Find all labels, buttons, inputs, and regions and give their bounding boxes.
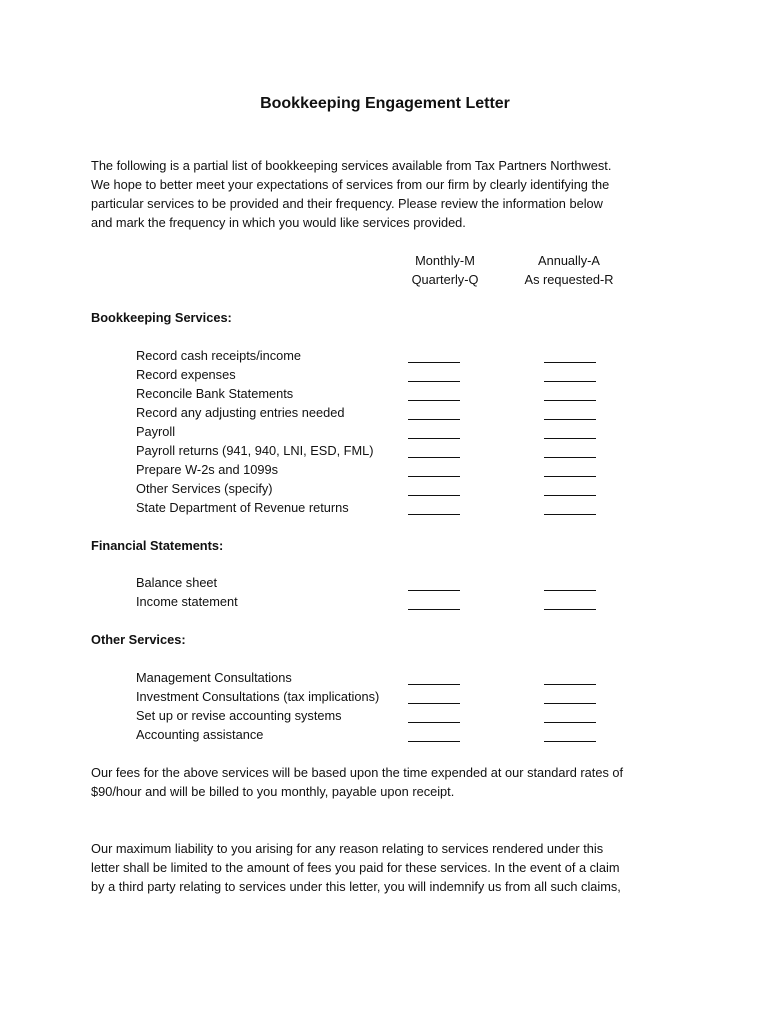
liability-line: by a third party relating to services under this letter, you will indemnify us from all such claims,	[91, 879, 621, 894]
liability-line: letter shall be limited to the amount of fees you paid for these services. In the event of a claim	[91, 860, 620, 875]
section-heading-financial-statements: Financial Statements:	[91, 538, 224, 553]
service-item: Record cash receipts/income	[136, 348, 302, 363]
legend-monthly-quarterly	[400, 251, 490, 289]
frequency-blank-annually[interactable]	[544, 419, 596, 420]
service-item: Other Services (specify)	[136, 481, 273, 496]
service-item: State Department of Revenue returns	[136, 500, 349, 515]
service-item: Balance sheet	[136, 575, 218, 590]
frequency-blank-monthly[interactable]	[408, 514, 460, 515]
liability-paragraph	[91, 839, 691, 896]
fees-paragraph	[91, 763, 691, 801]
frequency-blank-annually[interactable]	[544, 476, 596, 477]
intro-line: particular services to be provided and their frequency. Please review the information below	[91, 196, 603, 211]
frequency-blank-monthly[interactable]	[408, 381, 460, 382]
frequency-blank-annually[interactable]	[544, 741, 596, 742]
frequency-blank-monthly[interactable]	[408, 684, 460, 685]
frequency-blank-annually[interactable]	[544, 400, 596, 401]
legend-quarterly: Quarterly-Q	[411, 272, 479, 287]
frequency-blank-monthly[interactable]	[408, 362, 460, 363]
service-item: Payroll returns (941, 940, LNI, ESD, FML)	[136, 443, 374, 458]
legend-as-requested: As requested-R	[524, 272, 614, 287]
frequency-blank-annually[interactable]	[544, 609, 596, 610]
frequency-blank-annually[interactable]	[544, 514, 596, 515]
section-heading-bookkeeping: Bookkeeping Services:	[91, 310, 232, 325]
frequency-blank-monthly[interactable]	[408, 609, 460, 610]
intro-line: The following is a partial list of bookkeeping services available from Tax Partners Northwest.	[91, 158, 612, 173]
frequency-blank-monthly[interactable]	[408, 590, 460, 591]
service-item: Set up or revise accounting systems	[136, 708, 342, 723]
intro-paragraph	[91, 156, 691, 232]
fees-line: $90/hour and will be billed to you monthly, payable upon receipt.	[91, 784, 455, 799]
frequency-blank-annually[interactable]	[544, 703, 596, 704]
frequency-blank-monthly[interactable]	[408, 476, 460, 477]
fees-line: Our fees for the above services will be based upon the time expended at our standard rates of	[91, 765, 624, 780]
frequency-blank-monthly[interactable]	[408, 419, 460, 420]
frequency-blank-monthly[interactable]	[408, 741, 460, 742]
frequency-blank-monthly[interactable]	[408, 457, 460, 458]
service-item: Payroll	[136, 424, 176, 439]
frequency-blank-annually[interactable]	[544, 684, 596, 685]
frequency-blank-annually[interactable]	[544, 381, 596, 382]
service-item: Investment Consultations (tax implications)	[136, 689, 380, 704]
frequency-blank-annually[interactable]	[544, 362, 596, 363]
frequency-blank-monthly[interactable]	[408, 438, 460, 439]
liability-line: Our maximum liability to you arising for any reason relating to services rendered under this	[91, 841, 604, 856]
frequency-blank-annually[interactable]	[544, 722, 596, 723]
frequency-blank-annually[interactable]	[544, 457, 596, 458]
section-heading-other-services: Other Services:	[91, 632, 186, 647]
frequency-blank-monthly[interactable]	[408, 495, 460, 496]
frequency-blank-annually[interactable]	[544, 438, 596, 439]
service-item: Record any adjusting entries needed	[136, 405, 345, 420]
service-item: Management Consultations	[136, 670, 292, 685]
frequency-blank-monthly[interactable]	[408, 400, 460, 401]
frequency-blank-annually[interactable]	[544, 495, 596, 496]
page-title: Bookkeeping Engagement Letter	[260, 95, 510, 112]
intro-line: We hope to better meet your expectations of services from our firm by clearly identifying the	[91, 177, 610, 192]
legend-monthly: Monthly-M	[415, 253, 475, 268]
intro-line: and mark the frequency in which you would like services provided.	[91, 215, 466, 230]
service-item: Reconcile Bank Statements	[136, 386, 294, 401]
service-item: Income statement	[136, 594, 238, 609]
legend-annually: Annually-A	[538, 253, 600, 268]
frequency-blank-annually[interactable]	[544, 590, 596, 591]
service-item: Record expenses	[136, 367, 236, 382]
legend-annually-requested	[514, 251, 624, 289]
frequency-blank-monthly[interactable]	[408, 703, 460, 704]
service-item: Prepare W-2s and 1099s	[136, 462, 279, 477]
frequency-blank-monthly[interactable]	[408, 722, 460, 723]
service-item: Accounting assistance	[136, 727, 264, 742]
